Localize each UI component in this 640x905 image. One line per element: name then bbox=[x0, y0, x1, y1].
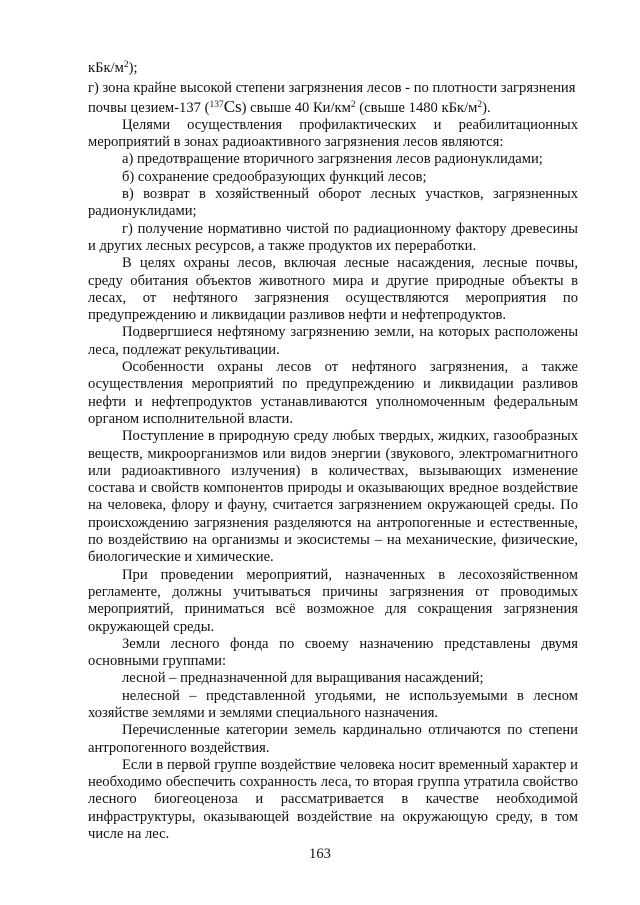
cesium-symbol: Cs bbox=[223, 96, 242, 116]
paragraph-features: Особенности охраны лесов от нефтяного загрязнения, а также осуществления мероприятий по предупреждению и ликвидации разливов нефти и нефтепродуктов устанавливаются уполномоченным федеральным органом исполнительной власти. bbox=[88, 359, 578, 427]
unit-tail: ); bbox=[128, 60, 138, 76]
list-item-c: в) возврат в хозяйственный оборот лесных участков, загрязненных радионуклидами; bbox=[88, 186, 578, 220]
unit-text: кБк/м bbox=[88, 60, 124, 76]
paragraph-land-groups: Земли лесного фонда по своему назначению представлены двумя основными группами: bbox=[88, 635, 578, 670]
list-item-d: г) получение нормативно чистой по радиационному фактору древесины и других лесных ресурсов, а также продуктов их переработки. bbox=[88, 220, 578, 254]
threshold-text: ) свыше 40 Ки/км bbox=[241, 99, 351, 116]
isotope-mass-superscript: 137 bbox=[209, 99, 224, 110]
paragraph-goals: Целями осуществления профилактических и реабилитационных мероприятий в зонах радиоактивного загрязнения лесов являются: bbox=[88, 116, 578, 151]
superscript: 2 bbox=[477, 99, 483, 110]
paragraph-differ: Перечисленные категории земель кардинально отличаются по степени антропогенного воздействия. bbox=[88, 722, 578, 756]
list-item-b: б) сохранение средообразующих функций лесов; bbox=[122, 168, 427, 185]
paragraph-pollution-definition: Поступление в природную среду любых твердых, жидких, газообразных веществ, микроорганизмов или видов энергии (звукового, электромагнитного или радиоактивного излучения) в количествах, вызывающих изменение состава и свойств компонентов природы и оказывающих вредное воздействие на человека, флору и фауну, считается загрязнением окружающей среды. По происхождению загрязнения разделяются на антропогенные и естественные, по воздействию на организмы и экосистемы – на механические, физические, биологические и химические. bbox=[88, 428, 578, 566]
body-text bbox=[88, 60, 578, 843]
list-item-a: а) предотвращение вторичного загрязнения лесов радионуклидами; bbox=[122, 151, 543, 168]
continued-unit-line bbox=[88, 60, 578, 77]
threshold-tail: ). bbox=[482, 99, 491, 116]
threshold-kbq-text: (свыше 1480 кБк/м bbox=[355, 99, 478, 116]
paragraph-first-group: Если в первой группе воздействие человека носит временный характер и необходимо обеспечить сохранность леса, то вторая группа утратила свойство лесного биогеоценоза и рассматривается в качестве необходимой инфраструктуры, оказывающей воздействие на окружающую среду, в том числе на лес. bbox=[88, 756, 578, 843]
cesium-text: почвы цезием-137 ( bbox=[88, 99, 210, 116]
zone-g-text: г) зона крайне высокой степени загрязнения лесов - по плотности загрязнения bbox=[88, 80, 576, 97]
superscript: 2 bbox=[123, 60, 129, 70]
paragraph-regulation: При проведении мероприятий, назначенных в лесохозяйственном регламенте, должны учитываться причины загрязнения от проводимых мероприятий, приниматься всё возможное для сокращения загрязнения окружающей среды. bbox=[88, 566, 578, 635]
page-number: 163 bbox=[309, 846, 331, 862]
paragraph-oil-protection: В целях охраны лесов, включая лесные насаждения, лесные почвы, среду обитания объектов животного мира и другие природные объекты в лесах, от нефтяного загрязнения осуществляются мероприятия по предупреждению и ликвидации разливов нефти и нефтепродуктов. bbox=[88, 255, 578, 324]
zone-g-line bbox=[88, 80, 578, 117]
paragraph-recultivation: Подвергшиеся нефтяному загрязнению земли, на которых расположены леса, подлежат рекультивации. bbox=[88, 324, 578, 358]
list-item-nonforest-land: нелесной – представленной угодьями, не используемыми в лесном хозяйстве землями и землями специального назначения. bbox=[88, 687, 578, 721]
superscript: 2 bbox=[350, 99, 356, 110]
list-item-forest-land: лесной – предназначенной для выращивания насаждений; bbox=[122, 670, 484, 687]
